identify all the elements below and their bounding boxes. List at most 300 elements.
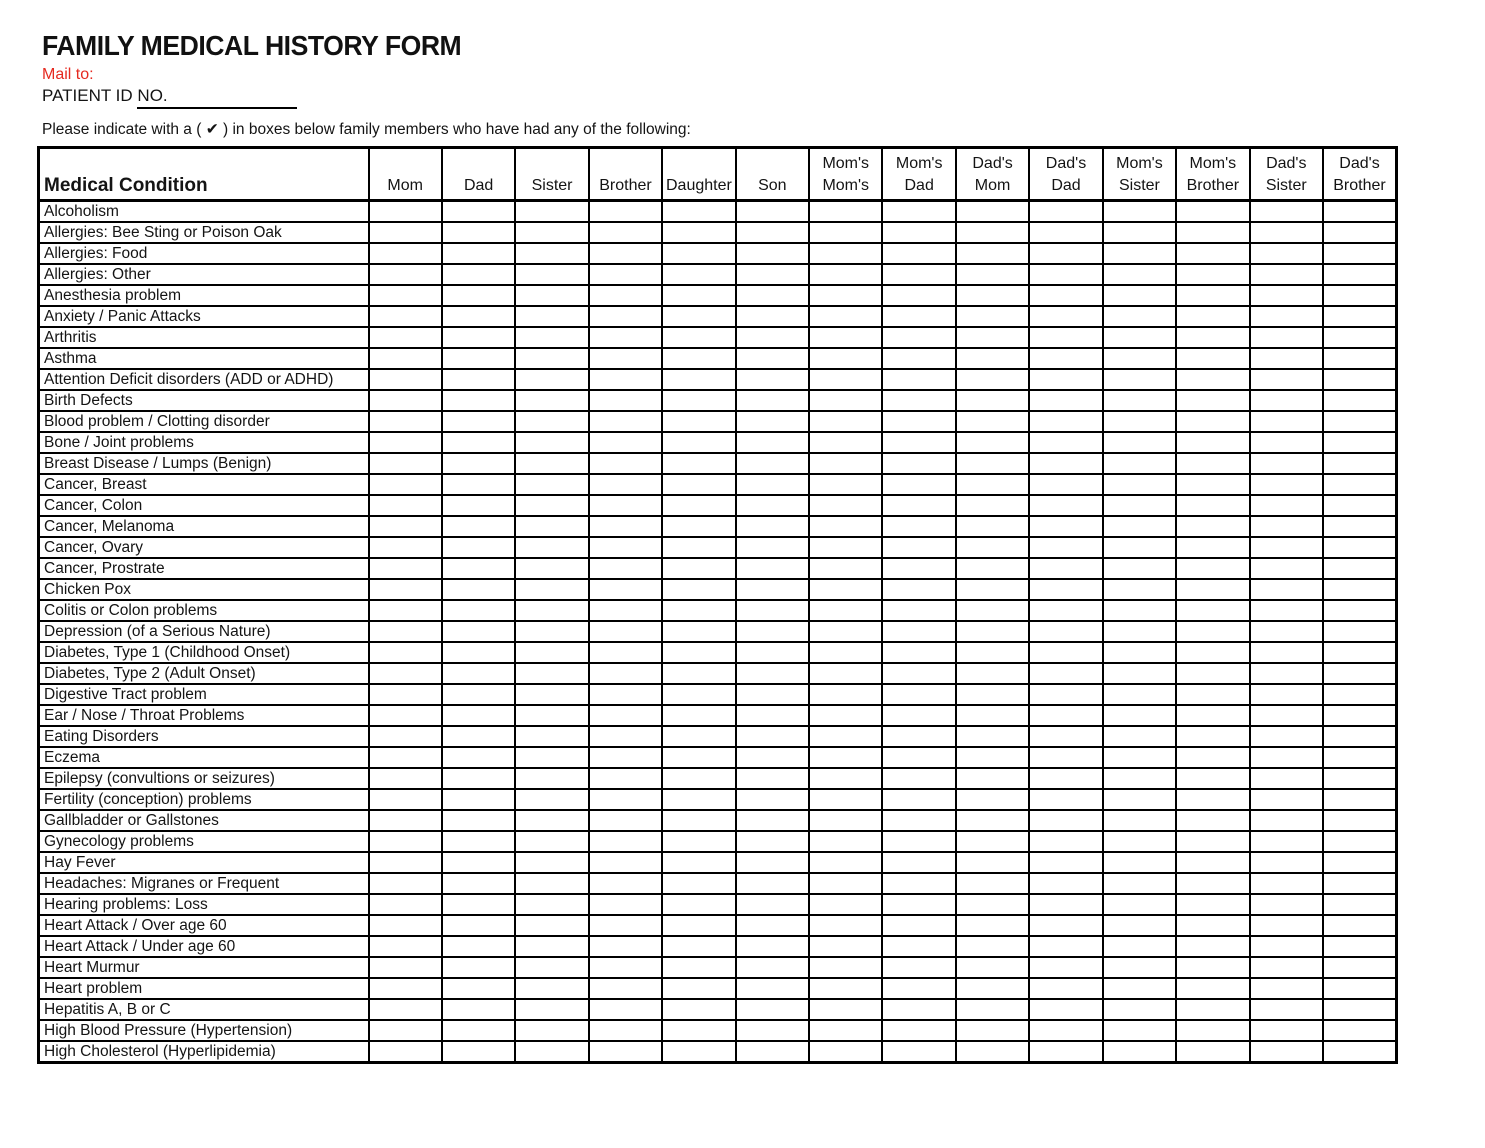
check-cell-dads-sister[interactable] [1250, 726, 1323, 747]
check-cell-dads-sister[interactable] [1250, 537, 1323, 558]
check-cell-moms-dad[interactable] [882, 663, 955, 684]
check-cell-brother[interactable] [589, 852, 662, 873]
check-cell-dads-sister[interactable] [1250, 852, 1323, 873]
check-cell-moms-sister[interactable] [1103, 894, 1176, 915]
check-cell-brother[interactable] [589, 873, 662, 894]
check-cell-daughter[interactable] [662, 684, 735, 705]
check-cell-mom[interactable] [369, 810, 442, 831]
check-cell-moms-brother[interactable] [1176, 621, 1249, 642]
check-cell-moms-sister[interactable] [1103, 243, 1176, 264]
check-cell-dads-sister[interactable] [1250, 579, 1323, 600]
check-cell-dads-mom[interactable] [956, 348, 1029, 369]
check-cell-mom[interactable] [369, 957, 442, 978]
check-cell-moms-brother[interactable] [1176, 474, 1249, 495]
check-cell-daughter[interactable] [662, 453, 735, 474]
check-cell-daughter[interactable] [662, 348, 735, 369]
check-cell-sister[interactable] [515, 894, 588, 915]
check-cell-moms-dad[interactable] [882, 894, 955, 915]
check-cell-daughter[interactable] [662, 600, 735, 621]
check-cell-mom[interactable] [369, 243, 442, 264]
check-cell-moms-moms[interactable] [809, 411, 882, 432]
check-cell-daughter[interactable] [662, 243, 735, 264]
check-cell-dads-sister[interactable] [1250, 474, 1323, 495]
check-cell-daughter[interactable] [662, 747, 735, 768]
check-cell-daughter[interactable] [662, 222, 735, 243]
check-cell-moms-moms[interactable] [809, 327, 882, 348]
check-cell-moms-moms[interactable] [809, 831, 882, 852]
check-cell-brother[interactable] [589, 831, 662, 852]
check-cell-brother[interactable] [589, 705, 662, 726]
check-cell-moms-moms[interactable] [809, 789, 882, 810]
check-cell-moms-sister[interactable] [1103, 369, 1176, 390]
check-cell-moms-moms[interactable] [809, 978, 882, 999]
check-cell-mom[interactable] [369, 1020, 442, 1041]
check-cell-sister[interactable] [515, 642, 588, 663]
check-cell-dads-mom[interactable] [956, 621, 1029, 642]
check-cell-moms-dad[interactable] [882, 999, 955, 1020]
check-cell-mom[interactable] [369, 390, 442, 411]
check-cell-brother[interactable] [589, 642, 662, 663]
check-cell-dads-sister[interactable] [1250, 663, 1323, 684]
check-cell-moms-dad[interactable] [882, 1041, 955, 1063]
check-cell-moms-sister[interactable] [1103, 453, 1176, 474]
check-cell-brother[interactable] [589, 789, 662, 810]
check-cell-dads-brother[interactable] [1323, 936, 1397, 957]
check-cell-moms-sister[interactable] [1103, 978, 1176, 999]
check-cell-sister[interactable] [515, 705, 588, 726]
check-cell-daughter[interactable] [662, 936, 735, 957]
check-cell-dads-dad[interactable] [1029, 873, 1102, 894]
check-cell-brother[interactable] [589, 285, 662, 306]
check-cell-dads-brother[interactable] [1323, 915, 1397, 936]
check-cell-son[interactable] [736, 579, 809, 600]
check-cell-dads-mom[interactable] [956, 1041, 1029, 1063]
check-cell-moms-sister[interactable] [1103, 789, 1176, 810]
check-cell-moms-sister[interactable] [1103, 285, 1176, 306]
check-cell-moms-sister[interactable] [1103, 663, 1176, 684]
check-cell-dads-dad[interactable] [1029, 852, 1102, 873]
check-cell-son[interactable] [736, 411, 809, 432]
check-cell-son[interactable] [736, 873, 809, 894]
check-cell-moms-dad[interactable] [882, 264, 955, 285]
check-cell-son[interactable] [736, 390, 809, 411]
check-cell-dad[interactable] [442, 831, 515, 852]
check-cell-daughter[interactable] [662, 1041, 735, 1063]
check-cell-dad[interactable] [442, 726, 515, 747]
check-cell-brother[interactable] [589, 222, 662, 243]
check-cell-daughter[interactable] [662, 264, 735, 285]
check-cell-mom[interactable] [369, 579, 442, 600]
check-cell-dads-sister[interactable] [1250, 264, 1323, 285]
check-cell-dads-sister[interactable] [1250, 621, 1323, 642]
check-cell-mom[interactable] [369, 432, 442, 453]
check-cell-sister[interactable] [515, 327, 588, 348]
check-cell-moms-moms[interactable] [809, 579, 882, 600]
check-cell-moms-dad[interactable] [882, 453, 955, 474]
check-cell-dads-dad[interactable] [1029, 390, 1102, 411]
check-cell-brother[interactable] [589, 516, 662, 537]
check-cell-dads-mom[interactable] [956, 264, 1029, 285]
check-cell-moms-moms[interactable] [809, 537, 882, 558]
check-cell-moms-dad[interactable] [882, 705, 955, 726]
check-cell-son[interactable] [736, 642, 809, 663]
check-cell-dads-dad[interactable] [1029, 600, 1102, 621]
check-cell-dads-mom[interactable] [956, 957, 1029, 978]
check-cell-dads-mom[interactable] [956, 495, 1029, 516]
check-cell-daughter[interactable] [662, 915, 735, 936]
check-cell-dads-brother[interactable] [1323, 747, 1397, 768]
check-cell-brother[interactable] [589, 474, 662, 495]
check-cell-sister[interactable] [515, 453, 588, 474]
check-cell-moms-brother[interactable] [1176, 537, 1249, 558]
check-cell-daughter[interactable] [662, 495, 735, 516]
check-cell-son[interactable] [736, 726, 809, 747]
check-cell-son[interactable] [736, 285, 809, 306]
check-cell-dads-dad[interactable] [1029, 642, 1102, 663]
check-cell-moms-moms[interactable] [809, 810, 882, 831]
check-cell-dads-dad[interactable] [1029, 789, 1102, 810]
check-cell-moms-dad[interactable] [882, 810, 955, 831]
check-cell-dads-dad[interactable] [1029, 726, 1102, 747]
check-cell-son[interactable] [736, 894, 809, 915]
check-cell-mom[interactable] [369, 327, 442, 348]
check-cell-mom[interactable] [369, 747, 442, 768]
check-cell-sister[interactable] [515, 600, 588, 621]
check-cell-moms-moms[interactable] [809, 1041, 882, 1063]
check-cell-sister[interactable] [515, 243, 588, 264]
check-cell-moms-brother[interactable] [1176, 852, 1249, 873]
check-cell-dads-dad[interactable] [1029, 957, 1102, 978]
check-cell-dads-mom[interactable] [956, 978, 1029, 999]
check-cell-moms-dad[interactable] [882, 495, 955, 516]
check-cell-dads-sister[interactable] [1250, 600, 1323, 621]
check-cell-dads-brother[interactable] [1323, 894, 1397, 915]
check-cell-moms-brother[interactable] [1176, 579, 1249, 600]
check-cell-dads-sister[interactable] [1250, 936, 1323, 957]
check-cell-son[interactable] [736, 915, 809, 936]
check-cell-moms-sister[interactable] [1103, 495, 1176, 516]
check-cell-sister[interactable] [515, 915, 588, 936]
check-cell-dads-brother[interactable] [1323, 348, 1397, 369]
check-cell-dads-mom[interactable] [956, 1020, 1029, 1041]
check-cell-dads-sister[interactable] [1250, 306, 1323, 327]
check-cell-dads-mom[interactable] [956, 453, 1029, 474]
check-cell-brother[interactable] [589, 306, 662, 327]
check-cell-moms-sister[interactable] [1103, 831, 1176, 852]
check-cell-moms-brother[interactable] [1176, 957, 1249, 978]
check-cell-son[interactable] [736, 684, 809, 705]
check-cell-son[interactable] [736, 264, 809, 285]
check-cell-dads-brother[interactable] [1323, 516, 1397, 537]
check-cell-son[interactable] [736, 978, 809, 999]
check-cell-dads-sister[interactable] [1250, 810, 1323, 831]
check-cell-sister[interactable] [515, 789, 588, 810]
check-cell-moms-brother[interactable] [1176, 411, 1249, 432]
check-cell-dad[interactable] [442, 348, 515, 369]
check-cell-sister[interactable] [515, 831, 588, 852]
check-cell-moms-dad[interactable] [882, 978, 955, 999]
check-cell-dads-mom[interactable] [956, 474, 1029, 495]
check-cell-moms-moms[interactable] [809, 306, 882, 327]
check-cell-dad[interactable] [442, 915, 515, 936]
check-cell-moms-moms[interactable] [809, 915, 882, 936]
check-cell-moms-brother[interactable] [1176, 936, 1249, 957]
check-cell-dads-dad[interactable] [1029, 1041, 1102, 1063]
check-cell-dad[interactable] [442, 558, 515, 579]
check-cell-moms-moms[interactable] [809, 663, 882, 684]
check-cell-dads-brother[interactable] [1323, 684, 1397, 705]
check-cell-brother[interactable] [589, 264, 662, 285]
check-cell-moms-brother[interactable] [1176, 1020, 1249, 1041]
check-cell-moms-dad[interactable] [882, 558, 955, 579]
check-cell-sister[interactable] [515, 537, 588, 558]
check-cell-dads-brother[interactable] [1323, 957, 1397, 978]
check-cell-dads-mom[interactable] [956, 768, 1029, 789]
check-cell-moms-brother[interactable] [1176, 663, 1249, 684]
check-cell-mom[interactable] [369, 201, 442, 223]
check-cell-dads-dad[interactable] [1029, 453, 1102, 474]
check-cell-dads-dad[interactable] [1029, 306, 1102, 327]
check-cell-moms-brother[interactable] [1176, 768, 1249, 789]
check-cell-son[interactable] [736, 432, 809, 453]
check-cell-moms-dad[interactable] [882, 747, 955, 768]
check-cell-son[interactable] [736, 453, 809, 474]
check-cell-dads-sister[interactable] [1250, 390, 1323, 411]
check-cell-dads-dad[interactable] [1029, 810, 1102, 831]
check-cell-brother[interactable] [589, 747, 662, 768]
check-cell-dads-mom[interactable] [956, 852, 1029, 873]
check-cell-sister[interactable] [515, 411, 588, 432]
check-cell-dads-brother[interactable] [1323, 327, 1397, 348]
check-cell-sister[interactable] [515, 390, 588, 411]
check-cell-sister[interactable] [515, 663, 588, 684]
check-cell-brother[interactable] [589, 936, 662, 957]
check-cell-dads-mom[interactable] [956, 327, 1029, 348]
check-cell-dad[interactable] [442, 411, 515, 432]
check-cell-dads-mom[interactable] [956, 789, 1029, 810]
check-cell-dads-sister[interactable] [1250, 684, 1323, 705]
check-cell-dads-mom[interactable] [956, 537, 1029, 558]
check-cell-dads-sister[interactable] [1250, 747, 1323, 768]
check-cell-moms-brother[interactable] [1176, 348, 1249, 369]
check-cell-brother[interactable] [589, 495, 662, 516]
check-cell-mom[interactable] [369, 978, 442, 999]
check-cell-sister[interactable] [515, 747, 588, 768]
check-cell-moms-dad[interactable] [882, 222, 955, 243]
check-cell-dads-sister[interactable] [1250, 495, 1323, 516]
check-cell-son[interactable] [736, 1020, 809, 1041]
check-cell-dad[interactable] [442, 936, 515, 957]
check-cell-moms-dad[interactable] [882, 873, 955, 894]
check-cell-moms-brother[interactable] [1176, 516, 1249, 537]
check-cell-moms-sister[interactable] [1103, 684, 1176, 705]
check-cell-dad[interactable] [442, 201, 515, 223]
check-cell-dads-dad[interactable] [1029, 264, 1102, 285]
check-cell-dad[interactable] [442, 642, 515, 663]
check-cell-dad[interactable] [442, 810, 515, 831]
check-cell-moms-moms[interactable] [809, 369, 882, 390]
check-cell-mom[interactable] [369, 369, 442, 390]
check-cell-moms-brother[interactable] [1176, 894, 1249, 915]
check-cell-dads-sister[interactable] [1250, 327, 1323, 348]
check-cell-daughter[interactable] [662, 201, 735, 223]
check-cell-daughter[interactable] [662, 726, 735, 747]
check-cell-dads-dad[interactable] [1029, 747, 1102, 768]
check-cell-dads-sister[interactable] [1250, 432, 1323, 453]
check-cell-brother[interactable] [589, 327, 662, 348]
check-cell-dads-mom[interactable] [956, 558, 1029, 579]
check-cell-dads-mom[interactable] [956, 516, 1029, 537]
check-cell-sister[interactable] [515, 432, 588, 453]
check-cell-dad[interactable] [442, 537, 515, 558]
check-cell-dads-brother[interactable] [1323, 663, 1397, 684]
check-cell-son[interactable] [736, 936, 809, 957]
check-cell-moms-dad[interactable] [882, 957, 955, 978]
check-cell-brother[interactable] [589, 390, 662, 411]
check-cell-dads-brother[interactable] [1323, 642, 1397, 663]
check-cell-moms-moms[interactable] [809, 894, 882, 915]
check-cell-dad[interactable] [442, 600, 515, 621]
check-cell-mom[interactable] [369, 516, 442, 537]
check-cell-dads-brother[interactable] [1323, 453, 1397, 474]
check-cell-moms-dad[interactable] [882, 852, 955, 873]
check-cell-mom[interactable] [369, 684, 442, 705]
check-cell-moms-brother[interactable] [1176, 201, 1249, 223]
check-cell-dads-brother[interactable] [1323, 978, 1397, 999]
check-cell-mom[interactable] [369, 999, 442, 1020]
check-cell-dads-dad[interactable] [1029, 999, 1102, 1020]
check-cell-moms-brother[interactable] [1176, 243, 1249, 264]
check-cell-dad[interactable] [442, 453, 515, 474]
check-cell-dads-sister[interactable] [1250, 285, 1323, 306]
check-cell-dad[interactable] [442, 285, 515, 306]
check-cell-moms-brother[interactable] [1176, 873, 1249, 894]
check-cell-son[interactable] [736, 558, 809, 579]
check-cell-mom[interactable] [369, 222, 442, 243]
check-cell-brother[interactable] [589, 621, 662, 642]
check-cell-dads-dad[interactable] [1029, 1020, 1102, 1041]
check-cell-moms-dad[interactable] [882, 768, 955, 789]
check-cell-moms-moms[interactable] [809, 621, 882, 642]
check-cell-dad[interactable] [442, 579, 515, 600]
check-cell-sister[interactable] [515, 684, 588, 705]
check-cell-dads-dad[interactable] [1029, 705, 1102, 726]
check-cell-brother[interactable] [589, 243, 662, 264]
check-cell-moms-brother[interactable] [1176, 432, 1249, 453]
check-cell-dads-mom[interactable] [956, 201, 1029, 223]
check-cell-moms-dad[interactable] [882, 516, 955, 537]
check-cell-sister[interactable] [515, 957, 588, 978]
check-cell-dads-dad[interactable] [1029, 285, 1102, 306]
check-cell-moms-brother[interactable] [1176, 600, 1249, 621]
check-cell-mom[interactable] [369, 411, 442, 432]
check-cell-daughter[interactable] [662, 873, 735, 894]
check-cell-sister[interactable] [515, 936, 588, 957]
check-cell-dads-sister[interactable] [1250, 558, 1323, 579]
check-cell-moms-moms[interactable] [809, 222, 882, 243]
check-cell-moms-brother[interactable] [1176, 999, 1249, 1020]
check-cell-brother[interactable] [589, 558, 662, 579]
check-cell-moms-brother[interactable] [1176, 747, 1249, 768]
check-cell-dad[interactable] [442, 684, 515, 705]
check-cell-dads-sister[interactable] [1250, 789, 1323, 810]
check-cell-moms-sister[interactable] [1103, 1020, 1176, 1041]
check-cell-dad[interactable] [442, 243, 515, 264]
check-cell-sister[interactable] [515, 264, 588, 285]
check-cell-moms-sister[interactable] [1103, 747, 1176, 768]
check-cell-dads-sister[interactable] [1250, 243, 1323, 264]
check-cell-brother[interactable] [589, 999, 662, 1020]
check-cell-dads-dad[interactable] [1029, 768, 1102, 789]
check-cell-brother[interactable] [589, 810, 662, 831]
check-cell-daughter[interactable] [662, 411, 735, 432]
check-cell-moms-sister[interactable] [1103, 222, 1176, 243]
check-cell-dads-mom[interactable] [956, 390, 1029, 411]
check-cell-mom[interactable] [369, 831, 442, 852]
check-cell-moms-brother[interactable] [1176, 327, 1249, 348]
check-cell-moms-dad[interactable] [882, 684, 955, 705]
check-cell-brother[interactable] [589, 684, 662, 705]
check-cell-moms-brother[interactable] [1176, 831, 1249, 852]
check-cell-dads-dad[interactable] [1029, 915, 1102, 936]
check-cell-dads-mom[interactable] [956, 222, 1029, 243]
check-cell-son[interactable] [736, 495, 809, 516]
check-cell-daughter[interactable] [662, 642, 735, 663]
check-cell-moms-moms[interactable] [809, 474, 882, 495]
check-cell-moms-brother[interactable] [1176, 306, 1249, 327]
check-cell-moms-moms[interactable] [809, 495, 882, 516]
check-cell-daughter[interactable] [662, 432, 735, 453]
check-cell-brother[interactable] [589, 201, 662, 223]
check-cell-moms-dad[interactable] [882, 915, 955, 936]
check-cell-moms-dad[interactable] [882, 348, 955, 369]
check-cell-brother[interactable] [589, 348, 662, 369]
check-cell-dads-dad[interactable] [1029, 894, 1102, 915]
check-cell-dads-sister[interactable] [1250, 915, 1323, 936]
check-cell-moms-dad[interactable] [882, 537, 955, 558]
check-cell-dads-sister[interactable] [1250, 894, 1323, 915]
check-cell-daughter[interactable] [662, 852, 735, 873]
check-cell-moms-sister[interactable] [1103, 621, 1176, 642]
check-cell-dads-sister[interactable] [1250, 222, 1323, 243]
check-cell-moms-moms[interactable] [809, 726, 882, 747]
check-cell-moms-dad[interactable] [882, 579, 955, 600]
check-cell-dads-brother[interactable] [1323, 306, 1397, 327]
check-cell-brother[interactable] [589, 579, 662, 600]
check-cell-sister[interactable] [515, 369, 588, 390]
check-cell-moms-moms[interactable] [809, 999, 882, 1020]
check-cell-sister[interactable] [515, 873, 588, 894]
check-cell-moms-moms[interactable] [809, 348, 882, 369]
check-cell-moms-moms[interactable] [809, 852, 882, 873]
check-cell-dads-mom[interactable] [956, 306, 1029, 327]
check-cell-dads-dad[interactable] [1029, 831, 1102, 852]
check-cell-sister[interactable] [515, 222, 588, 243]
check-cell-dads-mom[interactable] [956, 810, 1029, 831]
check-cell-dads-sister[interactable] [1250, 1041, 1323, 1063]
check-cell-daughter[interactable] [662, 306, 735, 327]
check-cell-daughter[interactable] [662, 390, 735, 411]
check-cell-dads-mom[interactable] [956, 369, 1029, 390]
check-cell-son[interactable] [736, 474, 809, 495]
check-cell-sister[interactable] [515, 726, 588, 747]
check-cell-dad[interactable] [442, 222, 515, 243]
check-cell-son[interactable] [736, 852, 809, 873]
check-cell-mom[interactable] [369, 474, 442, 495]
check-cell-dad[interactable] [442, 516, 515, 537]
check-cell-mom[interactable] [369, 285, 442, 306]
check-cell-moms-sister[interactable] [1103, 390, 1176, 411]
